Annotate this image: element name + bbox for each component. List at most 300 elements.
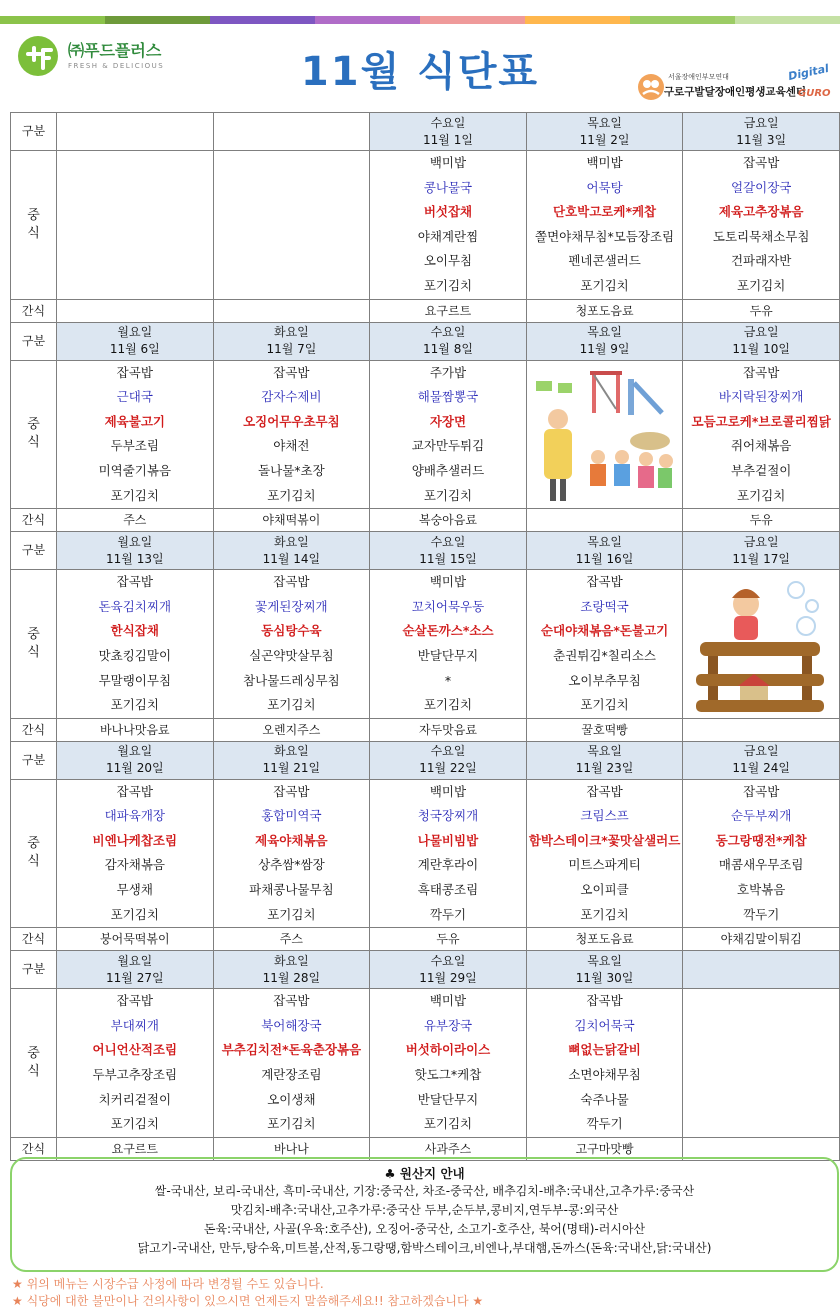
category-label: 구분 [11,741,57,779]
meal-label-char: 중 [27,836,40,852]
menu-item: 잡곡밥 [273,574,310,590]
day-date: 11월 20일 [106,761,164,776]
menu-item: 돈육김치찌개 [98,598,172,614]
menu-item: 춘권튀김*칠리소스 [553,647,656,663]
menu-item: 오이무침 [423,253,473,269]
menu-item: 치커리겉절이 [98,1091,172,1107]
menu-item: 야채계란찜 [417,228,479,244]
snack-cell: 두유 [683,509,840,532]
menu-item: 제육야채볶음 [255,832,328,848]
menu-item: 포기김치 [267,1116,316,1132]
day-header-cell [683,951,840,989]
snack-cell: 요구르트 [370,299,527,322]
meal-cell [526,779,683,928]
menu-item: 잡곡밥 [586,783,623,799]
snack-row [11,718,840,741]
day-of-week: 화요일 [274,534,309,549]
menu-item: 자장면 [429,413,467,429]
empty-cell [57,151,213,298]
day-header-cell [526,532,683,570]
menu-item: 제육고추장볶음 [718,204,804,220]
menu-item: 파채콩나물무침 [249,882,334,898]
menu-item: 포기김치 [267,697,316,713]
day-of-week: 화요일 [274,744,309,759]
snack-cell [526,509,683,532]
meal-cell [370,570,527,719]
day-header-cell [526,113,683,151]
menu-item: 계란장조림 [261,1067,322,1083]
menu-item: 포기김치 [110,1116,159,1132]
brand-name: ㈜푸드플러스 [68,40,162,60]
menu-item: 교자만두튀김 [411,438,485,454]
menu-item: 버섯잡채 [423,204,473,220]
meal-label [11,570,57,719]
meal-cell [526,360,683,509]
category-label: 구분 [11,532,57,570]
menu-item: 해물짬뽕국 [417,389,479,405]
snack-cell: 바나나 [213,1137,370,1160]
day-of-week: 목요일 [587,115,622,130]
menu-item: 잡곡밥 [743,364,780,380]
menu-item: 상추쌈*쌈장 [258,857,325,873]
day-of-week: 화요일 [274,325,309,340]
day-date: 11월 22일 [419,761,477,776]
menu-item: 포기김치 [267,487,316,503]
day-header-cell [370,951,527,989]
menu-item: 포기김치 [580,277,629,293]
day-of-week: 목요일 [587,534,622,549]
menu-item: 부추김치전*돈육춘장볶음 [221,1042,362,1058]
menu-item: 꼬치어묵우동 [411,598,485,614]
menu-item: 콩나물국 [423,179,473,195]
day-date: 11월 13일 [106,551,164,566]
menu-item: 동심탕수육 [261,623,322,639]
day-of-week: 화요일 [274,953,309,968]
day-date: 11월 23일 [575,761,634,776]
meal-row [11,989,840,1138]
snack-cell: 청포도음료 [526,928,683,951]
snack-cell: 복숭아음료 [370,509,527,532]
category-label: 구분 [11,951,57,989]
meal-label-char: 중 [27,417,40,433]
menu-item: 미역줄기볶음 [98,462,172,478]
day-header-cell [57,113,214,151]
day-header-cell [57,532,214,570]
menu-item: 함박스테이크*꽃맛살샐러드 [528,832,681,848]
snack-cell: 주스 [57,509,214,532]
menu-item: 건파래자반 [730,253,792,269]
menu-item: 깍두기 [743,906,780,922]
header-row [11,322,840,360]
menu-item: 주가밥 [429,364,467,380]
menu-item: 미트스파게티 [568,857,641,873]
origin-line: 닭고기-국내산, 만두,탕수육,미트볼,산적,동그랑땡,함박스테이크,비엔나,부대햄,돈까스(돈육:국내산,닭:국내산) [137,1241,712,1255]
snack-cell [213,299,370,322]
menu-item: 포기김치 [110,906,159,922]
meal-label-char: 식 [27,644,40,660]
day-of-week: 금요일 [743,325,779,340]
snack-cell: 붕어묵떡볶이 [57,928,214,951]
day-date: 11월 3일 [736,132,787,147]
menu-item: 포기김치 [580,906,629,922]
color-bar-segment [630,16,735,24]
snack-label: 간식 [11,509,57,532]
meal-label-char: 중 [27,1046,40,1062]
day-date: 11월 30일 [575,970,634,985]
day-date: 11월 14일 [262,551,321,566]
day-of-week: 월요일 [117,325,153,340]
menu-item: 매콤새우무조림 [718,857,804,873]
snack-row [11,299,840,322]
snack-label: 간식 [11,928,57,951]
menu-item: 도토리묵채소무침 [712,228,810,244]
menu-item: 동그랑땡전*케찹 [715,832,807,848]
day-date: 11월 6일 [109,342,160,357]
brand-tagline: FRESH & DELICIOUS [68,61,165,70]
day-of-week: 수요일 [430,744,466,759]
menu-item: 포기김치 [110,697,159,713]
day-date: 11월 10일 [732,342,790,357]
color-bar-segment [105,16,210,24]
header-row [11,113,840,151]
meal-label [11,360,57,509]
menu-item: 깍두기 [429,906,467,922]
menu-item: 잡곡밥 [743,155,780,170]
meal-cell [57,570,214,719]
meal-cell [57,779,214,928]
menu-item: 감자수제비 [261,389,322,405]
origin-line: 맛김치-배추:국내산,고추가루:중국산 두부,순두부,콩비지,연두부-콩:외국산 [230,1203,619,1217]
menu-item: 두부조림 [110,438,159,454]
day-header-cell [213,322,370,360]
day-date: 11월 2일 [579,132,630,147]
meal-label [11,151,57,300]
meal-row [11,151,840,300]
menu-item: * [444,672,452,688]
menu-item: 비엔나케찹조림 [92,832,178,848]
menu-item: 포기김치 [267,906,316,922]
day-header-cell [57,741,214,779]
meal-cell [213,779,370,928]
day-header-cell [213,741,370,779]
menu-item: 오이생채 [267,1091,316,1107]
day-date: 11월 1일 [423,132,473,147]
menu-item: 포기김치 [737,277,786,293]
day-header-cell [370,322,527,360]
menu-item: 포기김치 [423,1116,473,1132]
menu-item: 잡곡밥 [586,574,623,590]
center-logo [636,61,836,110]
menu-item: 백미밥 [429,783,467,799]
day-date: 11월 16일 [575,551,634,566]
day-of-week: 수요일 [430,953,466,968]
day-header-cell [57,322,214,360]
meal-label-text [11,207,56,243]
meal-cell [57,151,214,300]
day-header-cell [57,951,214,989]
menu-item: 참나물드레싱무침 [243,672,340,688]
meal-cell [57,360,214,509]
meal-cell [213,570,370,719]
menu-item: 포기김치 [580,697,629,713]
menu-item: 김치어묵국 [574,1017,635,1033]
menu-item: 깍두기 [586,1116,623,1132]
color-bar-segment [525,16,630,24]
meal-cell [526,570,683,719]
menu-item: 잡곡밥 [273,364,310,380]
snack-cell: 야채떡볶이 [213,509,370,532]
meal-label [11,779,57,928]
menu-item: 반달단무지 [417,647,479,663]
day-header-cell [370,113,527,151]
snack-cell: 꿀호떡빵 [526,718,683,741]
origin-title: ♣ 원산지 안내 [384,1166,465,1181]
menu-item: 단호박고로케*케찹 [553,204,657,220]
meal-cell [57,989,214,1138]
day-date: 11월 28일 [262,970,321,985]
menu-item: 북어해장국 [261,1017,322,1033]
snack-cell [683,718,840,741]
meal-label-char: 식 [27,854,40,870]
top-color-bar [0,16,840,24]
center-name: 구로구발달장애인평생교육센터 [664,86,807,98]
day-header-cell [683,741,840,779]
menu-item: 모듬고로케*브로콜리찜닭 [691,413,831,429]
menu-item: 버섯하이라이스 [405,1042,491,1058]
day-of-week: 수요일 [430,325,466,340]
meal-label [11,989,57,1138]
day-header-cell [213,532,370,570]
snack-cell: 청포도음료 [526,299,683,322]
menu-item: 잡곡밥 [273,783,310,799]
menu-item: 맛쵸킹김말이 [98,647,172,663]
menu-item: 제육불고기 [104,413,165,429]
menu-item: 포기김치 [423,697,473,713]
menu-item: 감자채볶음 [104,857,165,873]
snack-cell [57,299,214,322]
day-header-cell [213,113,370,151]
menu-item: 근대국 [116,389,153,405]
menu-item: 한식잡채 [110,623,159,639]
menu-item: 백미밥 [429,155,467,170]
snack-cell: 고구마맛빵 [526,1137,683,1160]
menu-item: 잡곡밥 [116,574,153,590]
menu-item: 잡곡밥 [586,993,623,1009]
meal-cell [370,779,527,928]
snack-cell: 자두맛음료 [370,718,527,741]
meal-cell [526,151,683,300]
day-of-week: 수요일 [430,534,466,549]
menu-item: 잡곡밥 [116,993,153,1009]
day-date: 11월 8일 [423,342,473,357]
note-line: ★ 식당에 대한 불만이나 건의사항이 있으시면 언제든지 말씀해주세요!! 참고하겠습니다 ★ [12,1294,484,1308]
menu-item: 실곤약맛살무침 [249,647,334,663]
meal-label-char: 식 [27,225,40,241]
menu-item: 백미밥 [586,155,623,170]
day-date: 11월 21일 [262,761,321,776]
day-header-cell [526,322,683,360]
menu-item: 두부고추장조림 [92,1067,178,1083]
menu-item: 얼갈이장국 [730,179,792,195]
snack-label: 간식 [11,299,57,322]
meal-cell [370,360,527,509]
day-date: 11월 17일 [732,551,790,566]
menu-item: 쥐어채볶음 [730,438,792,454]
meal-label-text [11,835,56,871]
color-bar-segment [315,16,420,24]
snack-cell: 사과주스 [370,1137,527,1160]
menu-item: 포기김치 [423,277,473,293]
meal-cell [683,360,840,509]
menu-item: 포기김치 [423,487,473,503]
menu-item: 흑태콩조림 [417,882,479,898]
empty-cell [214,151,370,298]
playground-illustration [527,361,683,507]
menu-item: 잡곡밥 [116,364,153,380]
day-of-week: 목요일 [587,953,622,968]
menu-item: 무말랭이무침 [98,672,172,688]
menu-item: 홍합미역국 [261,808,322,824]
empty-cell [683,989,839,1136]
origin-line: 쌀-국내산, 보리-국내산, 흑미-국내산, 기장:중국산, 차조-중국산, 배추김치-배추:국내산,고추가루:중국산 [154,1184,695,1198]
day-of-week: 월요일 [117,534,153,549]
meal-row [11,570,840,719]
day-header-cell [683,532,840,570]
menu-item: 반달단무지 [417,1091,479,1107]
meal-cell [683,779,840,928]
day-of-week: 월요일 [117,953,153,968]
day-header-cell [526,951,683,989]
menu-item: 오이피클 [580,882,629,898]
day-of-week: 수요일 [430,115,466,130]
snack-cell: 주스 [213,928,370,951]
category-label: 구분 [11,322,57,360]
color-bar-segment [210,16,315,24]
menu-item: 무생채 [116,882,153,898]
meal-label-char: 중 [27,207,40,223]
menu-item: 대파육개장 [104,808,165,824]
menu-item: 꽃게된장찌개 [255,598,328,614]
notes [12,1276,483,1310]
center-guro-label: GURO [798,88,831,99]
meal-cell [213,151,370,300]
menu-item: 쫄면야채무침*모듬장조림 [535,228,675,244]
menu-item: 호박볶음 [737,882,786,898]
header-row [11,741,840,779]
menu-table [10,112,840,1161]
menu-item: 청국장찌개 [417,808,479,824]
color-bar-segment [420,16,525,24]
day-date: 11월 7일 [266,342,317,357]
menu-item: 숙주나물 [580,1091,629,1107]
page-title: 11월 식단표 [300,49,540,95]
menu-item: 잡곡밥 [273,993,310,1009]
day-header-cell [683,113,840,151]
day-date: 11월 9일 [579,342,630,357]
day-header-cell [683,322,840,360]
menu-item: 뼈없는닭갈비 [568,1042,641,1058]
menu-item: 순두부찌개 [730,808,792,824]
day-date: 11월 24일 [732,761,790,776]
menu-item: 잡곡밥 [116,783,153,799]
day-of-week: 목요일 [587,744,622,759]
snack-cell: 두유 [370,928,527,951]
meal-label-char: 식 [27,435,40,451]
meal-row [11,360,840,509]
snack-label: 간식 [11,1137,57,1160]
menu-item: 잡곡밥 [743,783,780,799]
menu-item: 오징어무우초무침 [243,413,340,429]
origin-info-box [10,1157,839,1272]
day-header-cell [526,741,683,779]
menu-item: 조랑떡국 [580,598,629,614]
note-line: ★ 위의 메뉴는 시장수급 사정에 따라 변경될 수도 있습니다. [12,1277,324,1291]
meal-label-text [11,416,56,452]
menu-item: 크림스프 [580,808,629,824]
menu-item: 펜네콘샐러드 [568,253,641,269]
menu-item: 어묵탕 [586,179,623,195]
menu-item: 양배추샐러드 [411,462,485,478]
menu-item: 야채전 [273,438,310,454]
day-date: 11월 29일 [419,970,477,985]
menu-item: 순대야채볶음*돈불고기 [540,623,669,639]
menu-item: 부추겉절이 [730,462,792,478]
center-digital-label: Digital [787,61,830,84]
menu-item: 포기김치 [110,487,159,503]
category-label: 구분 [11,113,57,151]
snack-cell: 요구르트 [57,1137,214,1160]
center-emblem-icon [636,72,666,102]
day-date: 11월 15일 [419,551,477,566]
day-header-cell [370,741,527,779]
header-row [11,951,840,989]
menu-item: 핫도그*케찹 [414,1067,482,1083]
menu-item: 계란후라이 [417,857,479,873]
menu-item: 돌나물*초장 [258,462,325,478]
snack-row [11,509,840,532]
day-of-week: 금요일 [743,534,779,549]
meal-cell [526,989,683,1138]
snack-cell: 야채김말이튀김 [683,928,840,951]
meal-cell [683,151,840,300]
day-of-week: 금요일 [743,744,779,759]
menu-item: 어니언산적조림 [92,1042,178,1058]
snack-cell: 바나나맛음료 [57,718,214,741]
meal-cell [213,360,370,509]
menu-item: 오이부추무침 [568,672,641,688]
menu-item: 백미밥 [429,993,467,1009]
meal-label-char: 중 [27,626,40,642]
meal-label-text [11,626,56,662]
meal-cell [370,989,527,1138]
meal-label-text [11,1045,56,1081]
day-header-cell [213,951,370,989]
header-row [11,532,840,570]
day-of-week: 금요일 [743,115,779,130]
color-bar-segment [735,16,840,24]
meal-cell [683,570,840,719]
snack-cell: 두유 [683,299,840,322]
menu-item: 바지락된장찌개 [718,389,804,405]
menu-item: 소면야채무침 [568,1067,641,1083]
day-of-week: 월요일 [117,744,153,759]
meal-cell [370,151,527,300]
girl-illustration [683,570,839,716]
origin-line: 돈육:국내산, 사골(우육:호주산), 오징어-중국산, 소고기-호주산, 북어(명태)-러시아산 [203,1222,646,1236]
day-date: 11월 27일 [106,970,164,985]
color-bar-segment [0,16,105,24]
menu-item: 포기김치 [737,487,786,503]
